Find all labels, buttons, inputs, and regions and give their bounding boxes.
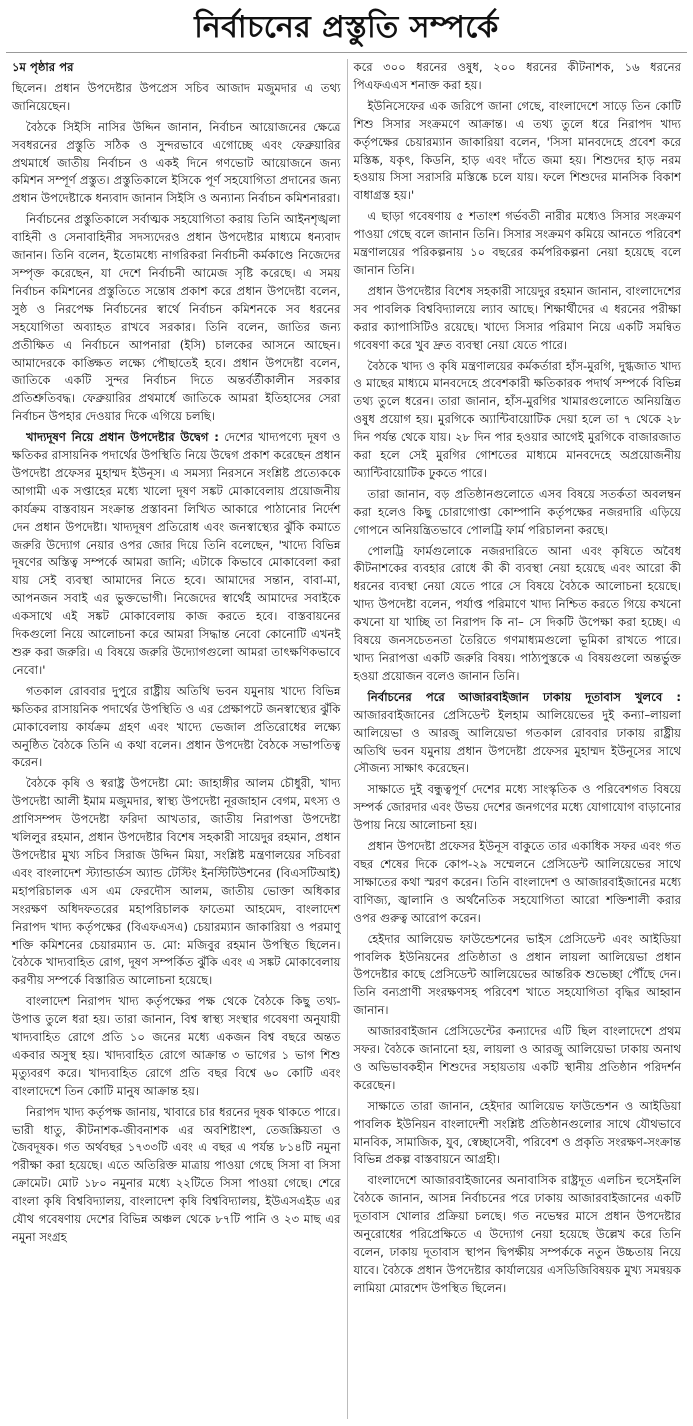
paragraph: প্রধান উপদেষ্টার বিশেষ সহকারী সায়েদুর রহমান জানান, বাংলাদেশের সব পাবলিক বিশ্ববিদ্যালয়ে ল্যাব আছে। শিক্ষার্থীদের এ ধরনের পরীক্ষা করার ক্যাপাসিটিও রয়েছে। খাদ্যে সিসার পরিমাণ নিয়ে একটি সমন্বিত গবেষণা করে খুব দ্রুত ব্যবস্থা নেয়া যেতে পারে।	[353, 283, 681, 352]
paragraph: এ ছাড়া গবেষণায় ৫ শতাংশ গর্ভবতী নারীর মধ্যেও সিসার সংক্রমণ পাওয়া গেছে বলে জানান তিনি। সিসার সংক্রমণ কমিয়ে আনতে পরিবেশ মন্ত্রণালয়ের পরিকল্পনায় ১০ বছরের কর্মপরিকল্পনা নেয়া হয়েছে বলে জানান তিনি।	[353, 209, 681, 277]
paragraph: ইউনিসেফের এক জরিপে জানা গেছে, বাংলাদেশে সাড়ে তিন কোটি শিশু সিসার সংক্রমণে আক্রান্ত। এ তথ্য তুলে ধরে নিরাপদ খাদ্য কর্তৃপক্ষের চেয়ারম্যান জাকারিয়া বলেন, 'সিসা মানবদেহে প্রবেশ করে মস্তিষ্ক, যকৃৎ, কিডনি, হাড় এবং দাঁতে জমা হয়। শিশুদের হাড় নরম হওয়ায় সিসা সরাসরি মস্তিষ্কে চলে যায়। ফলে শিশুদের মানসিক বিকাশ বাধাগ্রস্ত হয়।'	[353, 98, 681, 203]
paragraph: সাক্ষাতে দুই বন্ধুত্বপূর্ণ দেশের মধ্যে সাংস্কৃতিক ও পরিবেশগত বিষয়ে সম্পর্ক জোরদার এবং উভয় দেশের জনগণের মধ্যে যোগাযোগ বাড়ানোর উপায় নিয়ে আলোচনা হয়।	[353, 782, 681, 833]
headline: নির্বাচনের প্রস্তুতি সম্পর্কে	[6, 4, 687, 53]
paragraph: হেইদার আলিয়েভ ফাউন্ডেশনের ভাইস প্রেসিডেন্ট এবং আইডিয়া পাবলিক ইউনিয়নের প্রতিষ্ঠাতা ও প্রধান লায়লা আলিয়েভা প্রধান উপদেষ্টার কাছে প্রেসিডেন্ট আলিয়েভের আন্তরিক শুভেচ্ছা পৌঁছে দেন। তিনি বন্যপ্রাণী সংরক্ষণসহ পরিবেশ খাতে সহযোগিতা বৃদ্ধির আহ্বান জানান।	[353, 931, 681, 1018]
left-column	[6, 59, 347, 1419]
paragraph: করে ৩০০ ধরনের ওষুধ, ২০০ ধরনের কীটনাশক, ১৬ ধরনের পিএফএএস শনাক্ত করা হয়।	[353, 60, 681, 92]
paragraph	[12, 429, 341, 680]
paragraph	[12, 59, 341, 77]
paragraph: সাক্ষাতে তারা জানান, হেইদার আলিয়েভ ফাউন্ডেশন ও আইডিয়া পাবলিক ইউনিয়ন বাংলাদেশী সংশ্লিষ্ট প্রতিষ্ঠানগুলোর সাথে যৌথভাবে মানবিক, সামাজিক, যুব, স্বেচ্ছাসেবী, পরিবেশ ও প্রকৃতি সংরক্ষণ-সংক্রান্ত বিভিন্ন প্রকল্প বাস্তবায়নে আগ্রহী।	[353, 1098, 681, 1167]
paragraph: নিরাপদ খাদ্য কর্তৃপক্ষ জানায়, খাবারে চার ধরনের দূষক থাকতে পারে। ভারী ধাতু, কীটনাশক-জীবনাশক এর অবশিষ্টাংশ, তেজস্ক্রিয়তা ও জৈবদূষক। গত অর্থবছর ১৭৩৩টি এবং এ বছর এ পর্যন্ত ৮১৪টি নমুনা পরীক্ষা করা হয়েছে। এতে অতিরিক্ত মাত্রায় পাওয়া গেছে সিসা বা সিসা ক্রোমেট। মোট ১৮০ নমুনার মধ্যে ২২টিতে সিসা পাওয়া গেছে। শেরে বাংলা কৃষি বিশ্ববিদ্যালয়, বাংলাদেশ কৃষি বিশ্ববিদ্যালয়, ইউএসএইড এর যৌথ গবেষণায় দেশের বিভিন্ন অঞ্চল থেকে ৮৭টি পানি ও ২৩ মাছ এর নমুনা সংগ্রহ	[12, 1104, 341, 1244]
newspaper-page	[0, 4, 693, 1426]
paragraph-text: আজারবাইজানের প্রেসিডেন্ট ইলহাম আলিয়েভের দুই কন্যা–লায়লা আলিয়েভা ও আরজু আলিয়েভা গতকাল রোববার ঢাকায় রাষ্ট্রীয় অতিথি ভবন যমুনায় প্রধান উপদেষ্টা প্রফেসর মুহাম্মদ ইউনূসের সাথে সৌজন্য সাক্ষাৎ করেছেন।	[353, 707, 681, 776]
subheading: নির্বাচনের পরে আজারবাইজান ঢাকায় দূতাবাস খুলবে :	[367, 689, 681, 704]
paragraph: গতকাল রোববার দুপুরে রাষ্ট্রীয় অতিথি ভবন যমুনায় খাদ্যে বিভিন্ন ক্ষতিকর রাসায়নিক পদার্থের উপস্থিতি ও এর প্রেক্ষাপটে জনস্বাস্থ্যের ঝুঁকি মোকাবেলায় কার্যক্রম গ্রহণ এবং খাদ্যে ভেজাল প্রতিরোধের লক্ষ্যে অনুষ্ঠিত বৈঠকে তিনি এ কথা বলেন। প্রধান উপদেষ্টা বৈঠকে সভাপতিত্ব করেন।	[12, 683, 341, 770]
paragraph: ছিলেন। প্রধান উপদেষ্টার উপপ্রেস সচিব আজাদ মজুমদার এ তথ্য জানিয়েছেন।	[12, 80, 341, 113]
paragraph: বাংলাদেশে আজারবাইজানের অনাবাসিক রাষ্ট্রদূত এলচিন হুসেইনলি বৈঠকে জানান, আসন্ন নির্বাচনের পরে ঢাকায় আজারবাইজানের একটি দূতাবাস খোলার প্রক্রিয়া চলছে। গত নভেম্বর মাসে প্রধান উপদেষ্টার অনুরোধের পরিপ্রেক্ষিতে এ উদ্যোগ নেয়া হয়েছে উল্লেখ করে তিনি বলেন, ঢাকায় দূতাবাস স্থাপন দ্বিপক্ষীয় সম্পর্ককে নতুন উচ্চতায় নিয়ে যাবে। বৈঠকে প্রধান উপদেষ্টার কার্যালয়ের এসডিজিবিষয়ক মুখ্য সমন্বয়ক লামিয়া মোরশেদ উপস্থিত ছিলেন।	[353, 1173, 681, 1295]
page-reference: ১ম পৃষ্ঠার পর	[12, 60, 74, 74]
paragraph	[354, 689, 682, 779]
paragraph: বৈঠকে কৃষি ও স্বরাষ্ট্র উপদেষ্টা মো: জাহাঙ্গীর আলম চৌধুরী, খাদ্য উপদেষ্টা আলী ইমাম মজুমদার, স্বাস্থ্য উপদেষ্টা নূরজাহান বেগম, মৎস্য ও প্রাণিসম্পদ উপদেষ্টা ফরিদা আখতার, জাতীয় নিরাপত্তা উপদেষ্টা খলিলুর রহমান, প্রধান উপদেষ্টার বিশেষ সহকারী সায়েদুর রহমান, প্রধান উপদেষ্টার মুখ্য সচিব সিরাজ উদ্দিন মিয়া, সংশ্লিষ্ট মন্ত্রণালয়ের সচিবরা এবং বাংলাদেশ স্ট্যান্ডার্ডস অ্যান্ড টেস্টিং ইনস্টিটিউশনের (বিএসটিআই) মহাপরিচালক এস এম ফেরদৌস আলম, জাতীয় ভোক্তা অধিকার সংরক্ষণ অধিদফতরের মহাপরিচালক ফাতেমা আহমেদ, বাংলাদেশ নিরাপদ খাদ্য কর্তৃপক্ষের (বিএফএসএ) চেয়ারম্যান জাকারিয়া ও পরমাণু শক্তি কমিশনের চেয়ারম্যান ড. মো: মজিবুর রহমান উপস্থিত ছিলেন। বৈঠকে খাদ্যবাহিত রোগ, দূষণ সম্পর্কিত ঝুঁকি এবং এ সঙ্কট মোকাবেলায় করণীয় সম্পর্কে বিস্তারিত আলোচনা হয়েছে।	[12, 776, 341, 988]
subheading: খাদ্যদূষণ নিয়ে প্রধান উপদেষ্টার উদ্বেগ :	[26, 430, 219, 445]
paragraph: নির্বাচনের প্রস্তুতিকালে সর্বাত্মক সহযোগিতা করায় তিনি আইনশৃঙ্খলা বাহিনী ও সেনাবাহিনীর সদস্যদেরও প্রধান উপদেষ্টার মাধ্যমে ধন্যবাদ জানান। তিনি বলেন, ইতোমধ্যে নাগরিকরা নির্বাচনী কর্মকাণ্ডে নিজেদের সম্পৃক্ত করেছেন, যা দেশে নির্বাচনী আমেজ সৃষ্টি করেছে। এ সময় নির্বাচন কমিশনের প্রস্তুতিতে সন্তোষ প্রকাশ করে প্রধান উপদেষ্টা বলেন, সুষ্ঠ ও নিরপেক্ষ নির্বাচনের স্বার্থে নির্বাচন কমিশনকে সব ধরনের সহযোগিতা অব্যাহত রাখবে সরকার। তিনি বলেন, জাতির জন্য প্রতীক্ষিত এ নির্বাচনে আপনারা (ইসি) চালকের আসনে আছেন। আমাদেরকে কাঙ্ক্ষিত লক্ষ্যে পৌছাতেই হবে। প্রধান উপদেষ্টা বলেন, জাতিকে একটি সুন্দর নির্বাচন দিতে অন্তর্বর্তীকালীন সরকার প্রতিশ্রুতিবদ্ধ। ফেব্রুয়ারির প্রথমার্ধে জাতিকে আমরা ইতিহাসের সেরা নির্বাচন উপহার দেওয়ার দিকে এগিয়ে চলছি।	[12, 212, 341, 424]
right-column	[347, 59, 688, 1419]
paragraph: আজারবাইজান প্রেসিডেন্টের কন্যাদের এটি ছিল বাংলাদেশে প্রথম সফর। বৈঠকে জানানো হয়, লায়লা ও আরজু আলিয়েভা ঢাকায় অনাথ ও অভিভাবকহীন শিশুদের সহায়তায় একটি স্থানীয় প্রতিষ্ঠান পরিদর্শন করেছেন।	[353, 1024, 681, 1092]
paragraph: তারা জানান, বড় প্রতিষ্ঠানগুলোতে এসব বিষয়ে সতর্কতা অবলম্বন করা হলেও কিছু চোরাগোপ্তা কোম্পানি কর্তৃপক্ষের নজরদারি এড়িয়ে গোপনে অনিয়ন্ত্রিতভাবে পোলট্রি ফার্ম পরিচালনা করছে।	[353, 486, 681, 537]
paragraph-text: দেশের খাদ্যপণ্যে দূষণ ও ক্ষতিকর রাসায়নিক পদার্থের উপস্থিতি নিয়ে উদ্বেগ প্রকাশ করেছেন প্রধান উপদেষ্টা প্রফেসর মুহাম্মদ ইউনূস। এ সমস্যা নিরসনে সংশ্লিষ্ট প্রত্যেককে আগামী এক সপ্তাহের মধ্যে খালো দূষণ সঙ্কট মোকাবেলায় প্রয়োজনীয় কার্যক্রম বাস্তবায়ন সংক্রান্ত প্রস্তাবনা লিখিত আকারে পাঠানোর নির্দেশ দেন প্রধান উপদেষ্টা। খাদ্যদূষণ প্রতিরোধ এবং জনস্বাস্থ্যের ঝুঁকি কমাতে জরুরি উদ্যোগ নেয়ার ওপর জোর দিয়ে তিনি বলেছেন, 'খাদ্যে বিভিন্ন দূষণের অস্তিত্ব সম্পর্কে আমরা জানি; এটাকে কিভাবে মোকাবেলা করা যায় সেই ব্যবস্থা আমাদের নিতে হবে। আমাদের সন্তান, বাবা-মা, আপনজন সবাই এর ভুক্তভোগী। নিজেদের স্বার্থেই আমাদের সবাইকে একসাথে এই সঙ্কট মোকাবেলায় কাজ করতে হবে। বাস্তবায়নের দিকগুলো নিয়ে আলোচনা করে আমরা সিদ্ধান্ত নেবো কোনোটি এখনই শুরু করা জরুরি। এ বিষয়ে জরুরি উদ্যোগগুলো আমরা তাৎক্ষণিকভাবে নেবো।'	[12, 430, 341, 677]
paragraph: বাংলাদেশ নিরাপদ খাদ্য কর্তৃপক্ষের পক্ষ থেকে বৈঠকে কিছু তথ্য-উপাত্ত তুলে ধরা হয়। তারা জানান, বিশ্ব স্বাস্থ্য সংস্থার গবেষণা অনুযায়ী খাদ্যবাহিত রোগে প্রতি ১০ জনের মধ্যে একজন বিশ্ব বছরে অন্তত একবার অসুস্থ হয়। খাদ্যবাহিত রোগে আক্রান্ত ৩ ভাগের ১ ভাগ শিশু মৃত্যুবরণ করে। খাদ্যবাহিত রোগে প্রতি বছর বিশ্বে ৬০ কোটি এবং বাংলাদেশে তিন কোটি মানুষ আক্রান্ত হয়।	[12, 994, 341, 1098]
paragraph: পোলট্রি ফার্মগুলোকে নজরদারিতে আনা এবং কৃষিতে অবৈধ কীটনাশকের ব্যবহার রোধে কী কী ব্যবস্থা নেয়া হয়েছে এবং আরো কী ধরনের ব্যবস্থা নেয়া যেতে পারে সে বিষয়ে বৈঠকে আলোচনা হয়েছে। খাদ্য উপদেষ্টা বলেন, পর্যাপ্ত পরিমাণে খাদ্য নিশ্চিত করতে গিয়ে কখনো কখনো যা খাচ্ছি তা নিরাপদ কি না– সে দিকটি উপেক্ষা করা হচ্ছে। এ বিষয়ে জনসচেতনতা তৈরিতে গণমাধ্যমগুলো ভূমিকা রাখতে পারে। খাদ্য নিরাপত্তা একটি জরুরি বিষয়। পাঠ্যপুস্তকে এ বিষয়গুলো অন্তর্ভুক্ত হওয়া প্রয়োজন বলেও জানান তিনি।	[353, 543, 681, 683]
paragraph: বৈঠকে সিইসি নাসির উদ্দিন জানান, নির্বাচন আয়োজনের ক্ষেত্রে সবধরনের প্রস্তুতি সঠিক ও সুন্দরভাবে এগোচ্ছে এবং ফেব্রুয়ারির প্রথমার্ধে জাতীয় নির্বাচন ও একই দিনে গণভোট আয়োজনে জন্য কমিশন সম্পূর্ণ প্রস্তুত। প্রস্তুতিকালে ইসিকে পূর্ণ সহযোগিতা প্রদানের জন্য প্রধান উপদেষ্টাকে ধন্যবাদ জানান সিইসি ও অন্যান্য নির্বাচন কমিশনাররা।	[12, 119, 341, 206]
article-columns	[6, 59, 687, 1419]
paragraph: বৈঠকে খাদ্য ও কৃষি মন্ত্রণালয়ের কর্মকর্তারা হাঁস-মুরগি, দুগ্ধজাত খাদ্য ও মাছের মাধ্যমে মানবদেহে প্রবেশকারী ক্ষতিকারক পদার্থ সম্পর্কে বিভিন্ন তথ্য তুলে ধরেন। তারা জানান, হাঁস-মুরগির খামারগুলোতে অনিয়ন্ত্রিত ওষুধ প্রয়োগ হয়। মুরগিকে অ্যান্টিবায়োটিক দেয়া হলে তা ৭ থেকে ২৮ দিন পর্যন্ত থেকে যায়। ২৮ দিন পার হওয়ার আগেই মুরগিকে বাজারজাত করা হলে সেই মুরগির গোশতের মাধ্যমে মানবদেহে অপ্রয়োজনীয় অ্যান্টিবায়োটিক ঢুকতে পারে।	[353, 358, 681, 480]
paragraph: প্রধান উপদেষ্টা প্রফেসর ইউনূস বাকুতে তার একাধিক সফর এবং গত বছর শেষের দিকে কোপ-২৯ সম্মেলনে প্রেসিডেন্ট আলিয়েভের সাথে সাক্ষাতের কথা স্মরণ করেন। তিনি বাংলাদেশ ও আজারবাইজানের মধ্যে বাণিজ্য, জ্বালানি ও অর্থনৈতিক সহযোগিতা আরো শক্তিশালী করার ওপর গুরুত্ব আরোপ করেন।	[353, 839, 681, 925]
